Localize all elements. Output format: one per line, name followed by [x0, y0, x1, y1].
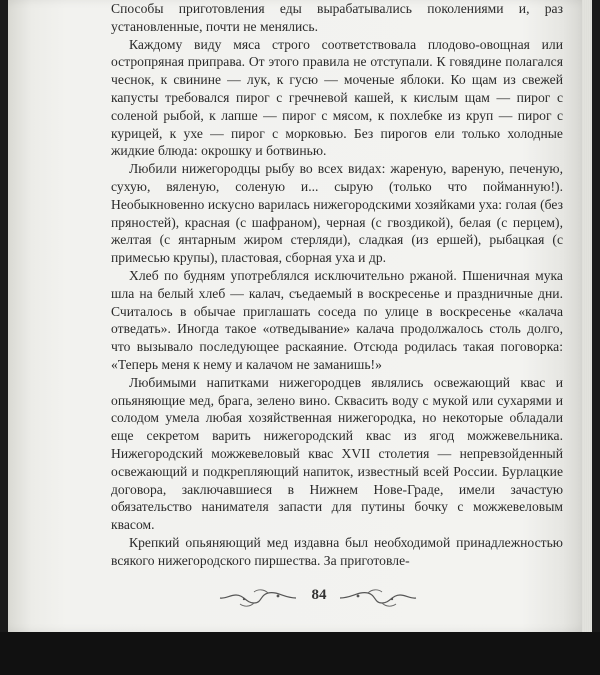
page-footer — [218, 583, 418, 613]
paragraph-2: Каждому виду мяса строго соответствовала плодово-овощная или остропряная приправа. От этого правила не отступали. К говядине полагался чеснок, к свинине — лук, к гусю — моченые яблоки. Ко щам из свежей капусты требовался пирог с гречневой кашей, к кислым щам — пирог с соленой рыбой, к лапше — пирог с мясом, к похлебке из круп — пирог с курицей, к ухе — пирог с морковью. Без пирогов ели только холодные жидкие блюда: окрошку и ботвинью. — [111, 36, 563, 159]
paragraph-3: Любили нижегородцы рыбу во всех видах: жареную, вареную, печеную, сухую, вяленую, соленую и... сырую (только что пойманную!). Необыкновенно искусно варилась нижегородскими хозяйками уха: голая (без пряностей), красная (с шафраном), черная (с гвоздикой), белая (с перцем), желтая (с янтарным жиром стерляди), сладкая (из ершей), рыбацкая (с примесью крупы), пластовая, сборная уха и др. — [111, 161, 563, 266]
page-number: 84 — [311, 587, 327, 603]
scan-dark-edge — [0, 632, 600, 675]
paragraph-1: Способы приготовления еды вырабатывались поколениями и, раз установленные, почти не менялись. — [111, 1, 563, 34]
paper-page — [8, 0, 592, 632]
body-text — [111, 0, 563, 570]
paragraph-5: Любимыми напитками нижегородцев являлись освежающий квас и опьяняющие мед, брага, зелено вино. Сквасить воду с мукой или сухарями и солодом умела любая хозяйственная нижегородка, но некоторые обладали еще секретом варить нижегородский квас из ягод можжевельника. Нижегородский можжевеловый квас XVII столетия — непревзойденный освежающий и подкрепляющий напиток, известный всей России. Бурлацкие договора, заключавшиеся в Нижнем Нове-Граде, имели зачастую обязательство нанимателя запасти для путины бочку с можжевеловым квасом. — [111, 374, 563, 533]
page-edge — [582, 0, 592, 632]
paragraph-6: Крепкий опьяняющий мед издавна был необходимой принадлежностью всякого нижегородского пиршества. За приготовле- — [111, 534, 563, 568]
ornament-left-icon — [218, 587, 298, 609]
paragraph-4: Хлеб по будням употреблялся исключительно ржаной. Пшеничная мука шла на белый хлеб — калач, съедаемый в воскресенье и праздничные дни. Считалось в обычае приглашать соседа по улице в воскресенье «калача отведать». Иногда такое «отведывание» калача продолжалось столь долго, что вызывало последующее раскаяние. Отсюда родилась такая поговорка: «Теперь меня к нему и калачом не заманишь!» — [111, 267, 563, 372]
ornament-right-icon — [338, 587, 418, 609]
